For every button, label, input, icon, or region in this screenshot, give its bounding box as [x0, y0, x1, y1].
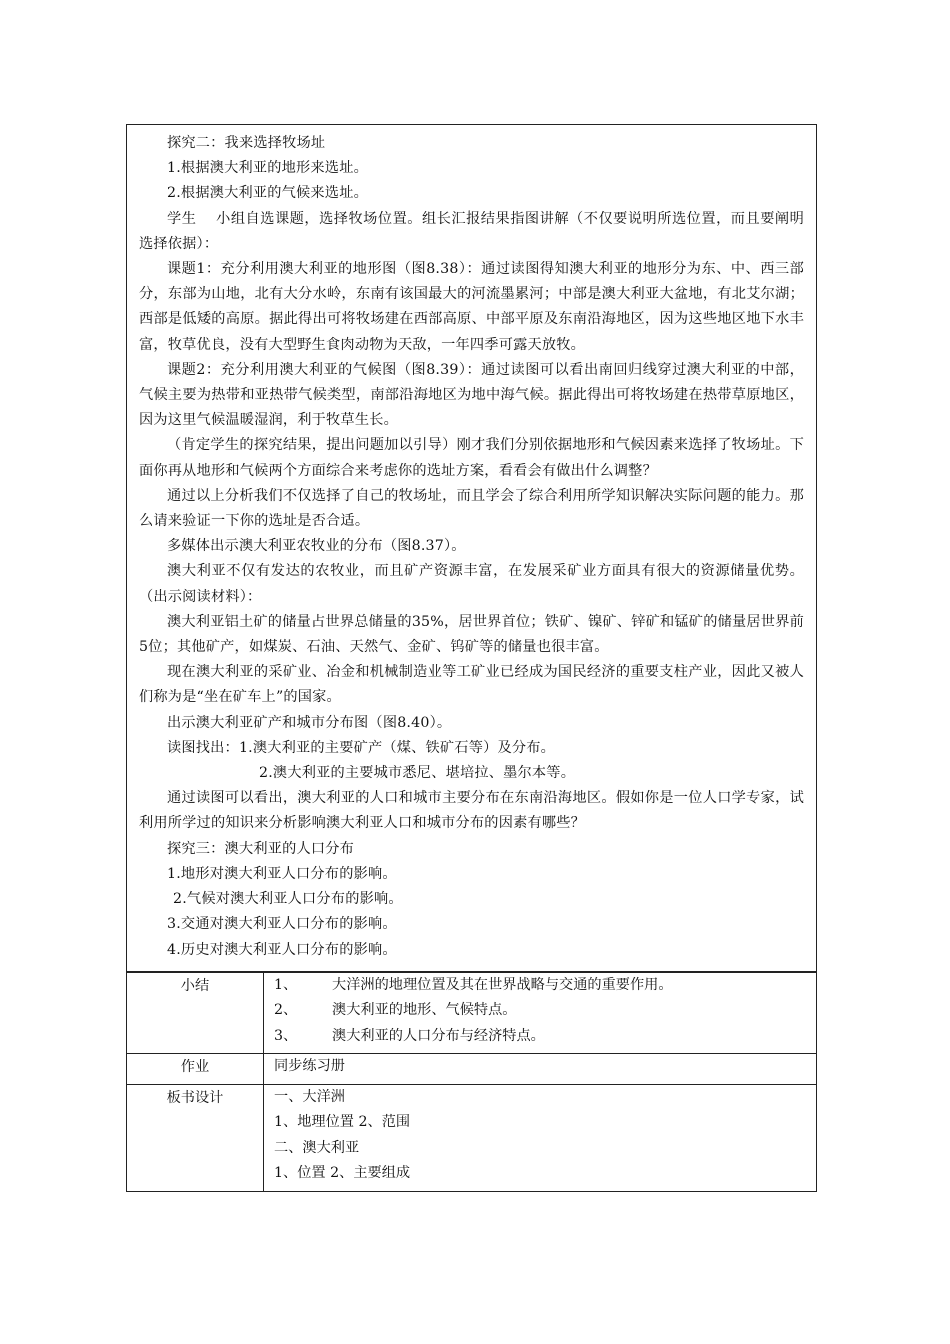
board-line: 二、澳大利亚	[274, 1139, 360, 1156]
lesson-paragraph: 课题1：充分利用澳大利亚的地形图（图8.38）：通过读图得知澳大利亚的地形分为东、中、西三部分，东部为山地，北有大分水岭，东南有该国最大的河流墨累河；中部是澳大利亚大盆地，有北艾尔湖；西部是低矮的高原。据此得出可将牧场建在西部高原、中部平原及东南沿海地区，因为这些地区地下水丰富，牧草优良，没有大型野生食肉动物为天敌，一年四季可露天放牧。	[139, 261, 804, 353]
lesson-paragraph: 4.历史对澳大利亚人口分布的影响。	[167, 941, 397, 958]
lesson-paragraph: 多媒体出示澳大利亚农牧业的分布（图8.37）。	[167, 538, 466, 555]
lesson-paragraph: 读图找出：1.澳大利亚的主要矿产（煤、铁矿石等）及分布。	[167, 739, 556, 756]
summary-item	[274, 998, 816, 1024]
summary-item-number: 3、	[274, 1027, 298, 1044]
board-line: 1、地理位置 2、范围	[274, 1114, 411, 1131]
lesson-table	[126, 124, 817, 1192]
summary-item-text: 澳大利亚的人口分布与经济特点。	[332, 1027, 545, 1044]
lesson-paragraph: 课题2：充分利用澳大利亚的气候图（图8.39）：通过读图可以看出南回归线穿过澳大利亚的中部，气候主要为热带和亚热带气候类型，南部沿海地区为地中海气候。据此得出可将牧场建在热带草原地区，因为这里气候温暖湿润，利于牧草生长。	[139, 361, 804, 429]
lesson-paragraph: 学生 小组自选课题，选择牧场位置。组长汇报结果指图讲解（不仅要说明所选位置，而且要阐明选择依据）：	[139, 210, 804, 252]
summary-item-number: 1、	[274, 976, 298, 993]
summary-item	[274, 1024, 816, 1050]
board-line: 1、位置 2、主要组成	[274, 1165, 411, 1182]
lesson-paragraph: 2.根据澳大利亚的气候来选址。	[167, 185, 368, 202]
homework-row	[127, 1053, 816, 1084]
lesson-paragraph: 2.气候对澳大利亚人口分布的影响。	[173, 891, 403, 908]
lesson-paragraph: 3.交通对澳大利亚人口分布的影响。	[167, 916, 397, 933]
lesson-paragraph: 澳大利亚不仅有发达的农牧业，而且矿产资源丰富，在发展采矿业方面具有很大的资源储量优势。（出示阅读材料）：	[139, 563, 804, 605]
lesson-paragraph: 通过以上分析我们不仅选择了自己的牧场址，而且学会了综合利用所学知识解决实际问题的能力。那么请来验证一下你的选址是否合适。	[139, 487, 804, 530]
summary-content	[264, 973, 816, 1054]
summary-row	[127, 972, 816, 1054]
main-content-cell	[127, 125, 816, 972]
homework-text: 同步练习册	[274, 1058, 345, 1075]
lesson-paragraph: 通过读图可以看出，澳大利亚的人口和城市主要分布在东南沿海地区。假如你是一位人口学专家，试利用所学过的知识来分析影响澳大利亚人口和城市分布的因素有哪些？	[139, 790, 804, 832]
board-design-row	[127, 1084, 816, 1191]
lesson-paragraph: 澳大利亚铝土矿的储量占世界总储量的35%，居世界首位；铁矿、镍矿、锌矿和锰矿的储量居世界前5位；其他矿产，如煤炭、石油、天然气、金矿、钨矿等的储量也很丰富。	[139, 613, 804, 656]
summary-label: 小结	[127, 973, 264, 1054]
summary-item-text: 澳大利亚的地形、气候特点。	[332, 1002, 517, 1019]
lesson-paragraph: （肯定学生的探究结果，提出问题加以引导）刚才我们分别依据地形和气候因素来选择了牧场址。下面你再从地形和气候两个方面综合来考虑你的选址方案，看看会有做出什么调整？	[139, 437, 804, 479]
homework-label: 作业	[127, 1054, 264, 1084]
summary-item	[274, 973, 816, 999]
lesson-paragraph: 探究二：我来选择牧场址	[167, 135, 326, 151]
lesson-paragraph: 探究三：澳大利亚的人口分布	[167, 840, 355, 857]
homework-content	[264, 1054, 816, 1084]
lesson-paragraph: 2.澳大利亚的主要城市悉尼、堪培拉、墨尔本等。	[259, 765, 576, 782]
lesson-paragraph: 出示澳大利亚矿产和城市分布图（图8.40）。	[167, 714, 452, 731]
summary-item-number: 2、	[274, 1002, 298, 1019]
board-line: 一、大洋洲	[274, 1088, 345, 1105]
lesson-paragraph: 现在澳大利亚的采矿业、冶金和机械制造业等工矿业已经成为国民经济的重要支柱产业，因此又被人们称为是“坐在矿车上”的国家。	[139, 664, 804, 706]
lesson-paragraph: 1.根据澳大利亚的地形来选址。	[167, 160, 368, 177]
board-design-label: 板书设计	[127, 1085, 264, 1191]
summary-item-text: 大洋洲的地理位置及其在世界战略与交通的重要作用。	[332, 976, 673, 993]
board-design-content	[264, 1085, 816, 1191]
lesson-paragraph: 1.地形对澳大利亚人口分布的影响。	[167, 865, 397, 882]
